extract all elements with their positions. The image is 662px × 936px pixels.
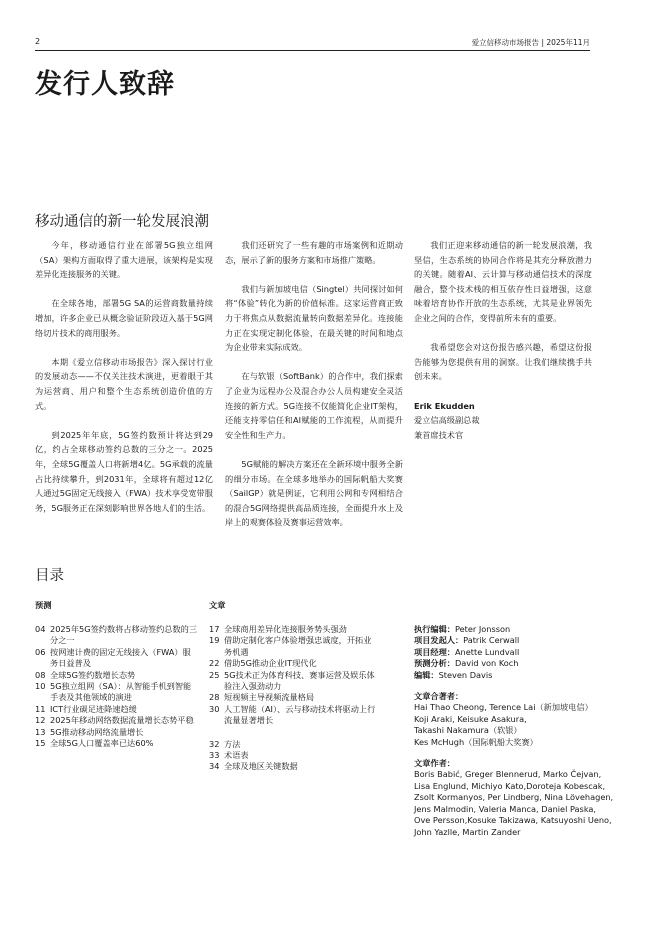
toc-text: 按网速计费的固定无线接入（FWA）服务日益普及: [50, 646, 191, 669]
credit-label: 预测分析：: [414, 658, 455, 669]
credit-row: [414, 658, 614, 669]
body-column-2: [225, 238, 403, 544]
toc-heading: 目录: [35, 568, 64, 584]
toc-text: 借助定制化客户体验增强忠诚度，开拓业务机遇: [224, 635, 372, 657]
signature-role: 爱立信高级副总裁: [414, 415, 480, 426]
toc-item[interactable]: [35, 670, 197, 681]
toc-item[interactable]: [209, 635, 379, 658]
paragraph: 到2025年年底，5G签约数预计将达到29亿，约占全球移动签约总数的三分之一。2025年，全球5G覆盖人口将新增4亿。5G承载的流量占比持续攀升，到2031年，全球将有超过12亿人通过5G固定无线接入（FWA）技术享受宽带服务，5G服务正在深刻影响世界各地人们的生活。: [35, 429, 213, 513]
toc-forecast-list: [35, 624, 197, 749]
paragraph: 我希望您会对这份报告感兴趣，希望这份报告能够为您提供有用的洞察。让我们继续携手共创未来。: [414, 342, 592, 382]
toc-item[interactable]: [35, 715, 197, 726]
credit-name: Patrik Cerwall: [463, 635, 520, 646]
toc-page: 12: [35, 715, 46, 726]
section-subtitle: 移动通信的新一轮发展浪潮: [35, 214, 209, 230]
credit-name: David von Koch: [454, 658, 519, 669]
toc-text: ICT行业碳足迹降速趋缓: [50, 703, 137, 714]
toc-page: 17: [209, 624, 220, 634]
toc-item[interactable]: [35, 681, 197, 704]
toc-text: 人工智能（AI）、云与移动技术将驱动上行流量显著增长: [224, 703, 376, 726]
toc-page: 22: [209, 658, 220, 669]
toc-item[interactable]: [209, 750, 379, 761]
toc-item[interactable]: [209, 761, 379, 772]
toc-page: 04: [35, 624, 46, 634]
toc-page: 08: [35, 669, 46, 680]
toc-item[interactable]: [35, 727, 197, 738]
toc-item[interactable]: [209, 670, 379, 693]
toc-item[interactable]: [209, 692, 379, 703]
paragraph: 在全球各地，部署5G SA的运营商数量持续增加，许多企业已从概念验证阶段迈入基于5G网络切片技术的商用服务。: [35, 298, 213, 338]
toc-item[interactable]: [209, 739, 379, 750]
toc-page: 11: [35, 703, 46, 714]
signature-name: Erik Ekudden: [414, 400, 475, 411]
toc-text: 5G技术正为体育科技、赛事运营及娱乐体验注入强劲动力: [224, 669, 375, 692]
toc-text: 方法: [224, 738, 241, 749]
toc-page: 28: [209, 692, 220, 703]
co-author-line: Koji Araki, Keisuke Asakura,: [414, 713, 527, 724]
co-author-line: Kes McHugh（国际帆船大奖赛）: [414, 736, 538, 747]
co-authors-block: [414, 691, 614, 748]
body-column-3: [414, 238, 592, 442]
toc-forecast-heading: 预测: [35, 600, 52, 610]
header-divider: [35, 50, 590, 51]
credit-label: 执行编辑：: [414, 624, 455, 634]
signature: [414, 399, 592, 443]
credits: [414, 624, 614, 838]
toc-item[interactable]: [35, 647, 197, 670]
credit-row: [414, 635, 614, 646]
toc-articles-heading: 文章: [209, 600, 226, 610]
toc-page: 34: [209, 761, 220, 772]
paragraph: 今年，移动通信行业在部署5G独立组网（SA）架构方面取得了重大进展，该架构是实现差异化连接服务的关键。: [35, 240, 213, 280]
credit-label: 项目经理：: [414, 646, 455, 657]
toc-text: 5G独立组网（SA）：从智能手机到智能手表及其他领域的演进: [50, 681, 192, 703]
toc-text: 2025年5G签约数将占移动签约总数的三分之一: [50, 624, 198, 646]
paragraph: 我们正迎来移动通信的新一轮发展浪潮，我坚信，生态系统的协同合作将是其充分释放潜力的关键。随着AI、云计算与移动通信技术的深度融合，整个技术栈的相互依存性日益增强，这意味着培育协作开放的生态系统，尤其是业界领先企业之间的合作，变得前所未有的重要。: [414, 240, 592, 323]
toc-item[interactable]: [209, 658, 379, 669]
toc-text: 全球商用差异化连接服务势头强劲: [224, 624, 347, 634]
toc-item[interactable]: [209, 624, 379, 635]
toc-item[interactable]: [35, 704, 197, 715]
toc-text: 全球及地区关键数据: [224, 761, 298, 772]
toc-page: 25: [209, 669, 220, 680]
toc-text: 术语表: [224, 750, 249, 761]
co-authors-heading: 文章合著者：: [414, 691, 464, 702]
toc-text: 全球5G签约数增长态势: [50, 669, 136, 680]
toc-text: 5G推动移动网络流量增长: [50, 726, 144, 737]
toc-page: 06: [35, 646, 46, 657]
page-title: 发行人致辞: [35, 69, 175, 100]
report-header: 爱立信移动市场报告 | 2025年11月: [471, 38, 590, 47]
toc-page: 13: [35, 726, 46, 737]
credit-name: Anette Lundvall: [454, 646, 520, 657]
page-number: 2: [35, 37, 41, 46]
credit-name: Steven Davis: [438, 669, 493, 680]
co-author-line: Takashi Nakamura（软银）: [414, 725, 522, 736]
credit-row: [414, 670, 614, 681]
toc-item[interactable]: [35, 738, 197, 749]
toc-item[interactable]: [209, 704, 379, 727]
paragraph: 我们与新加坡电信（Singtel）共同探讨如何将“体验”转化为新的价值标准。这家运营商正致力于将焦点从数据流量转向数据差异化。连接能力正在实现定制化体验，在最关键的时间和地点为企业带来实际成效。: [225, 283, 403, 353]
toc-text: 借助5G推动企业IT现代化: [224, 658, 317, 669]
paragraph: 在与软银（SoftBank）的合作中，我们探索了企业为远程办公及混合办公人员构建安全灵活连接的新方式。5G连接不仅能简化企业IT架构，还能支持零信任和AI赋能的工作流程，从而提升安全性和生产力。: [225, 371, 403, 440]
toc-item[interactable]: [35, 624, 197, 647]
body-column-1: [35, 238, 213, 530]
authors-heading: 文章作者：: [414, 758, 455, 769]
credit-name: Peter Jonsson: [454, 624, 511, 634]
credit-label: 项目发起人：: [414, 635, 464, 646]
credit-row: [414, 647, 614, 658]
toc-text: 短视频主导视频流量格局: [224, 692, 315, 703]
toc-spacer: [209, 727, 379, 739]
signature-role: 兼首席技术官: [414, 429, 464, 440]
toc-page: 33: [209, 750, 220, 761]
authors-block: [414, 758, 614, 838]
toc-text: 全球5G人口覆盖率已达60%: [50, 738, 154, 749]
toc-articles-list: [209, 624, 379, 773]
toc-page: 30: [209, 703, 220, 714]
credit-row: [414, 624, 614, 635]
paragraph: 本期《爱立信移动市场报告》深入探讨行业的发展动态——不仅关注技术演进，更着眼于其为运营商、用户和整个生态系统创造价值的方式。: [35, 356, 213, 411]
authors-list: Boris Babić, Greger Blennerud, Marko Čejvan, Lisa Englund, Michiyo Kato,Doroteja Kobescak, Zsolt Kormanyos, Per Lindberg, Nina Lövehagen, Jens Malmodin, Valeria Manca, Daniel Paska, Ove Persson,Kosuke Takizawa, Katsuyoshi Ueno, John Yazlle, Martin Zander: [414, 769, 614, 837]
paragraph: 5G赋能的解决方案还在全新环境中服务全新的细分市场。在全球多地举办的国际帆船大奖赛（SailGP）就是例证，它利用公网和专网相结合的混合5G网络提供高品质连接，全面提升水上及岸上的观赛体验及赛事运营效率。: [225, 458, 403, 528]
toc-page: 32: [209, 738, 220, 749]
toc-page: 10: [35, 681, 46, 692]
credit-label: 编辑：: [414, 669, 439, 680]
toc-page: 19: [209, 635, 220, 646]
co-author-line: Hai Thao Cheong, Terence Lai（新加坡电信）: [414, 702, 593, 713]
toc-text: 2025年移动网络数据流量增长态势平稳: [50, 715, 194, 726]
toc-page: 15: [35, 738, 46, 749]
paragraph: 我们还研究了一些有趣的市场案例和近期动态，展示了新的服务方案和市场推广策略。: [225, 240, 403, 265]
